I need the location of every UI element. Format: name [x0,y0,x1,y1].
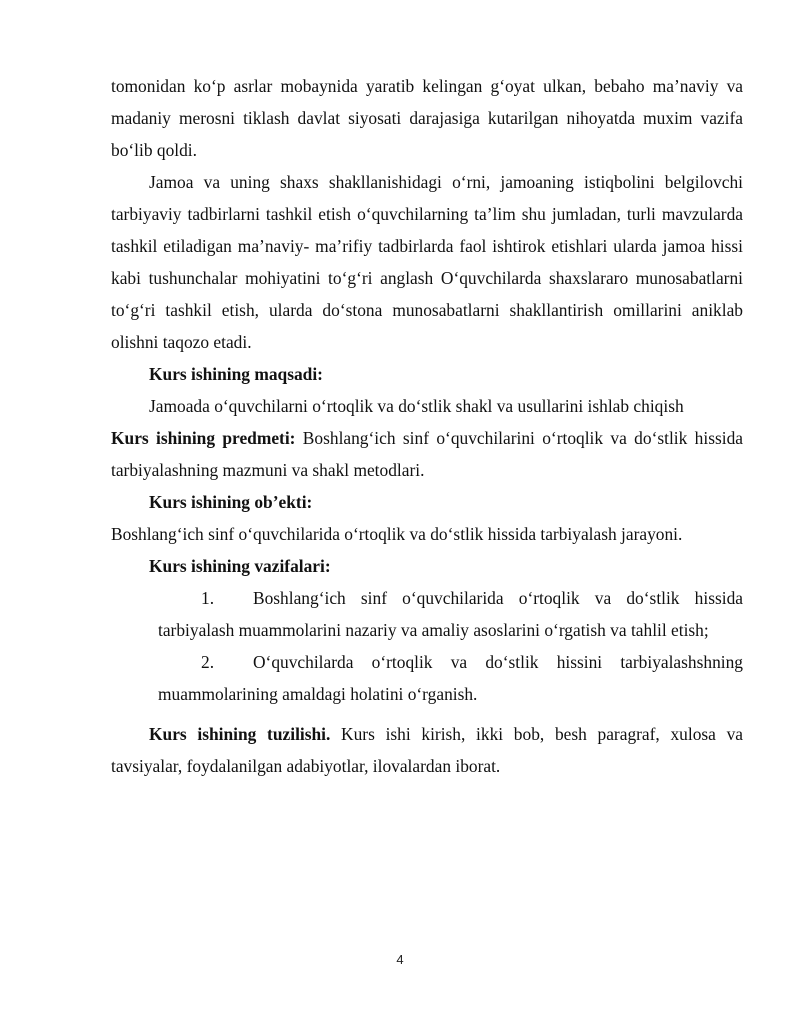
subject-text: Boshlang‘ich sinf o‘quvchilarini o‘rtoqlik va do‘stlik hissida tarbiyalashning mazmuni va shakl metodlari. [111,428,743,480]
object-text: Boshlang‘ich sinf o‘quvchilarida o‘rtoqlik va do‘stlik hissida tarbiyalash jarayoni. [111,524,683,544]
list-item [111,646,743,710]
list-item [111,582,743,646]
paragraph-intro: tomonidan ko‘p asrlar mobaynida yaratib kelingan g‘oyat ulkan, bebaho ma’naviy va madaniy merosni tiklash davlat siyosati darajasiga kutarilgan nihoyatda muxim vazifa bo‘lib qoldi. [111,76,743,160]
subject-paragraph [111,422,743,486]
list-item-number: 2. [201,652,215,672]
tasks-heading: Kurs ishining vazifalari: [149,556,331,576]
goal-text: Jamoada o‘quvchilarni o‘rtoqlik va do‘stlik shakl va usullarini ishlab chiqish [149,396,684,416]
goal-heading: Kurs ishining maqsadi: [149,364,323,384]
subject-label: Kurs ishining predmeti: [111,428,296,448]
structure-text: Kurs ishi kirish, ikki bob, besh paragraf, xulosa va tavsiyalar, foydalanilgan adabiyotlar, ilovalardan iborat. [111,724,743,776]
page-number: 4 [396,952,404,967]
list-item-text: O‘quvchilarda o‘rtoqlik va do‘stlik hissini tarbiyalashshning muammolarining amaldagi holatini o‘rganish. [158,652,743,704]
tasks-list [111,582,743,710]
list-item-text: Boshlang‘ich sinf o‘quvchilarida o‘rtoqlik va do‘stlik hissida tarbiyalash muammolarini nazariy va amaliy asoslarini o‘rgatish va tahlil etish; [158,588,743,640]
document-page [111,70,743,782]
list-item-number: 1. [201,588,215,608]
structure-paragraph [111,718,743,782]
paragraph-collective: Jamoa va uning shaxs shakllanishidagi o‘rni, jamoaning istiqbolini belgilovchi tarbiyaviy tadbirlarni tashkil etish o‘quvchilarning ta’lim shu jumladan, turli mavzularda tashkil etiladigan ma’naviy- ma’rifiy tadbirlarda faol ishtirok etishlari ularda jamoa hissi kabi tushunchalar mohiyatini to‘g‘ri anglash O‘quvchilarda shaxslararo munosabatlarni to‘g‘ri tashkil etish, ularda do‘stona munosabatlarni shakllantirish omillarini aniklab olishni taqozo etadi. [111,172,743,352]
structure-label: Kurs ishining tuzilishi. [149,724,331,744]
object-heading: Kurs ishining ob’ekti: [149,492,313,512]
